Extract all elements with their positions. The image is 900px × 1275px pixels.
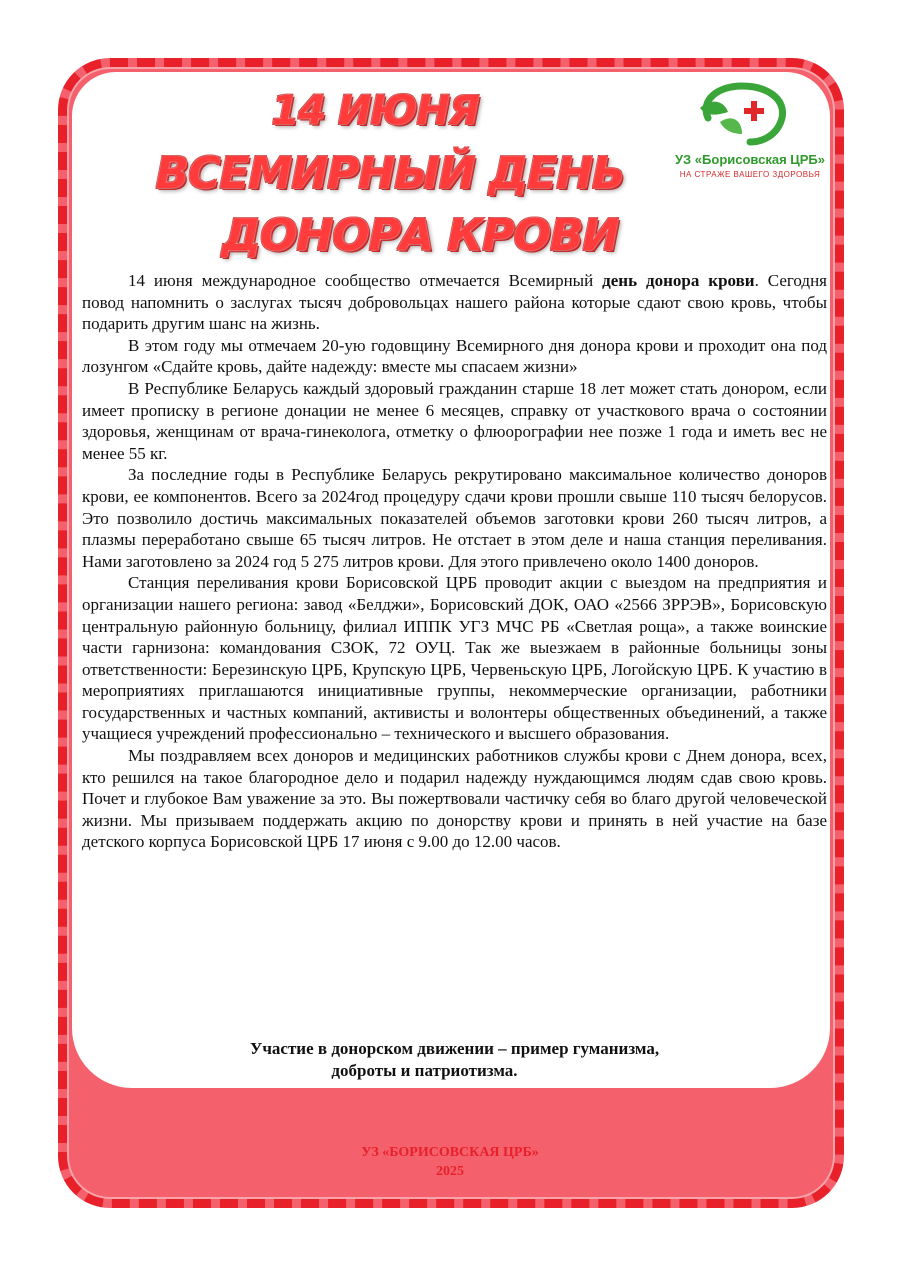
highlight-donor-day: день донора крови bbox=[602, 271, 755, 290]
logo-slogan: НА СТРАЖЕ ВАШЕГО ЗДОРОВЬЯ bbox=[679, 170, 821, 179]
paragraph-2: В этом году мы отмечаем 20-ую годовщину Всемирного дня донора крови и проходит она под лозунгом «Сдайте кровь, дайте надежду: вместе мы спасаем жизни» bbox=[82, 335, 827, 377]
slogan-line-2: доброты и патриотизма. bbox=[331, 1061, 518, 1080]
footer-year: 2025 bbox=[436, 1164, 464, 1179]
title-line-3: ДОНОРА КРОВИ bbox=[221, 210, 619, 261]
slogan-line-1: Участие в донорском движении – пример гуманизма, bbox=[249, 1039, 660, 1058]
paragraph-4: За последние годы в Республике Беларусь рекрутировано максимальное количество доноров крови, ее компонентов. Всего за 2024год процедуру сдачи крови прошли свыше 110 тысяч белорусов. Это позволило достичь максимальных показателей объемов заготовки крови 260 тысяч литров, а плазмы переработано свыше 65 тысяч литров. Не отстает в этом деле и наша станция переливания. Нами заготовлено за 2024 год 5 275 литров крови. Для этого привлечено около 1400 доноров. bbox=[82, 465, 827, 571]
footer bbox=[0, 1143, 900, 1181]
paragraph-3: В Республике Беларусь каждый здоровый гражданин старше 18 лет может стать донором, если имеет прописку в регионе донации не менее 6 месяцев, справку от участкового врача о состоянии здоровья, женщинам от врача-гинеколога, отметку о флюорографии нее позже 1 года и иметь вес не менее 55 кг. bbox=[82, 378, 827, 463]
footer-org: УЗ «БОРИСОВСКАЯ ЦРБ» bbox=[361, 1145, 539, 1160]
leaf-cross-icon bbox=[690, 78, 800, 150]
hospital-logo bbox=[660, 78, 840, 188]
logo-name: УЗ «Борисовская ЦРБ» bbox=[674, 152, 826, 167]
paragraph-5: Станция переливания крови Борисовской ЦРБ проводит акции с выездом на предприятия и организации нашего региона: завод «Белджи», Борисовский ДОК, ОАО «2566 ЗРРЭВ», Борисовскую центральную районную больницу, филиал ИППК УГЗ МЧС РБ «Светлая роща», а также воинские части гарнизона: командования СЗОК, 72 ОУЦ. Так же выезжаем в районные больницы зоны ответственности: Березинскую ЦРБ, Крупскую ЦРБ, Червеньскую ЦРБ, Логойскую ЦРБ. К участию в мероприятиях приглашаются инициативные группы, некоммерческие организации, работники государственных и частных компаний, активисты и волонтеры общественных объединений, а также учащиеся учреждений профессионально – технического и высшего образования. bbox=[82, 573, 827, 744]
closing-slogan bbox=[82, 1038, 827, 1082]
title-date: 14 ИЮНЯ bbox=[271, 88, 479, 134]
paragraph-1: 14 июня международное сообщество отмечается Всемирный день донора крови. Сегодня повод напомнить о заслугах тысяч добровольцах нашего района которые сдают свою кровь, чтобы подарить другим шанс на жизнь. bbox=[82, 271, 827, 334]
article-body bbox=[82, 270, 827, 853]
paragraph-6: Мы поздравляем всех доноров и медицинских работников службы крови с Днем донора, всех, кто решился на такое благородное дело и подарил надежду нуждающимся людям сдав свою кровь. Почет и глубокое Вам уважение за это. Вы пожертвовали частичку себя во благо другой человеческой жизни. Мы призываем поддержать акцию по донорству крови и принять в ней участие на базе детского корпуса Борисовской ЦРБ 17 июня с 9.00 до 12.00 часов. bbox=[82, 746, 827, 852]
title-line-2: ВСЕМИРНЫЙ ДЕНЬ bbox=[155, 148, 625, 199]
